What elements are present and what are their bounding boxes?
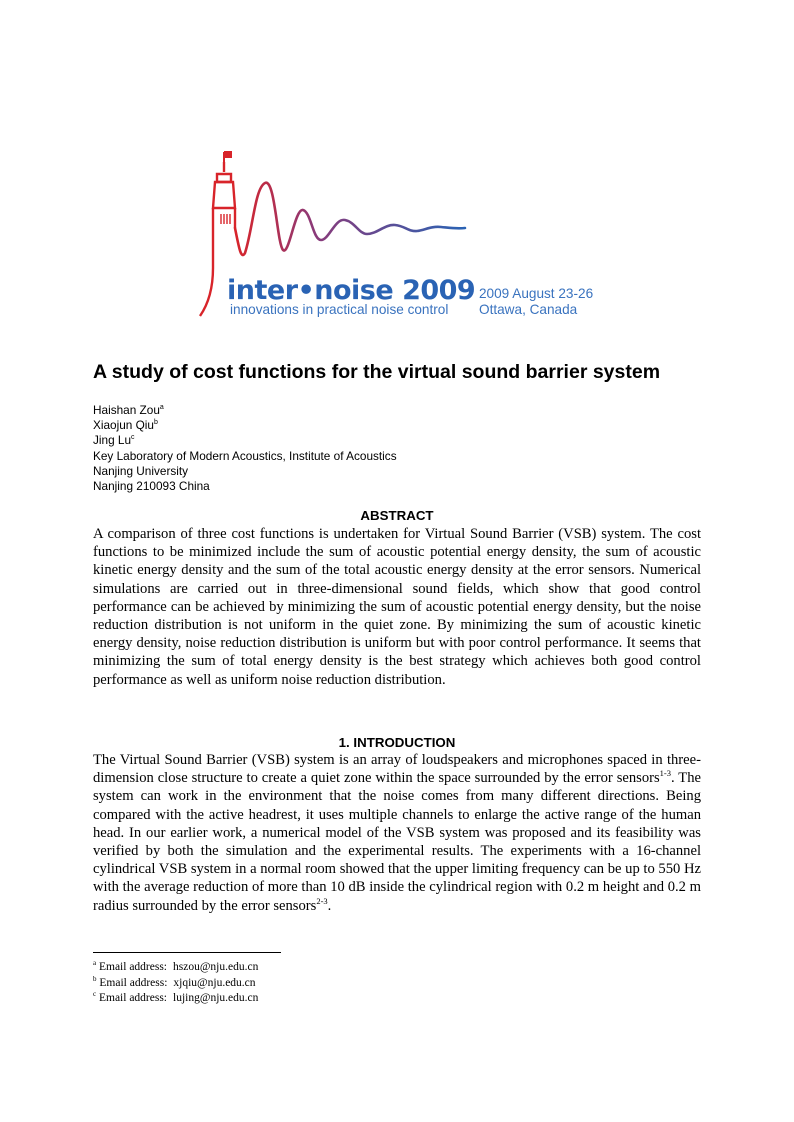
author-block xyxy=(93,403,397,494)
email-link[interactable]: xjqiu@nju.edu.cn xyxy=(173,976,256,989)
citation: 1-3 xyxy=(659,768,672,779)
conference-location: Ottawa, Canada xyxy=(479,302,578,317)
author-mark: b xyxy=(154,419,158,427)
author-line xyxy=(93,418,397,433)
conference-name: inter•noise 2009 xyxy=(227,275,476,306)
footnote-mark: a xyxy=(93,959,97,967)
introduction-text xyxy=(93,751,701,915)
footnote xyxy=(93,960,258,976)
author-mark: a xyxy=(159,404,164,411)
author-name: Jing Lu xyxy=(93,433,132,448)
citation: 2-3 xyxy=(316,895,328,906)
author-line xyxy=(93,403,397,418)
author-name: Xiaojun Qiu xyxy=(93,418,154,433)
intro-text-part: . xyxy=(327,897,332,914)
conference-date: 2009 August 23-26 xyxy=(479,286,594,301)
footnote-mark: c xyxy=(93,990,97,998)
conference-tagline: innovations in practical noise control xyxy=(230,302,449,317)
footnote xyxy=(93,991,258,1007)
intro-text-part: The Virtual Sound Barrier (VSB) system is an array of loudspeakers and microphones spaced in three-dimension close structure to create a quiet zone within the space surrounded by the error sensors xyxy=(93,752,701,787)
email-link[interactable]: hszou@nju.edu.cn xyxy=(173,961,259,973)
abstract-text: A comparison of three cost functions is undertaken for Virtual Sound Barrier (VSB) system. The cost functions to be minimized include the sum of acoustic potential energy density, the sum of acoustic kinetic energy density and the sum of the total acoustic energy density at the error sensors. Numerical simulations are carried out in three-dimensional sound fields, which show that good control performance can be achieved by minimizing the sum of acoustic potential energy density, but the noise reduction distribution is not uniform in the quiet zone. By minimizing the sum of acoustic kinetic energy density, noise reduction distribution is uniform but with poor control performance. It seems that minimizing the sum of total energy density is the best strategy which achieves both good control performance as well as uniform noise reduction distribution. xyxy=(93,526,701,688)
paper-title: A study of cost functions for the virtual sound barrier system xyxy=(93,361,661,383)
footnote-mark: b xyxy=(93,974,97,983)
intro-text-part: . The system can work in the environment that the noise comes from many different directions. Being compared with the active headrest, it uses multiple channels to enlarge the active range of the human head. In our earlier work, a numerical model of the VSB system was proposed and its feasibility was verified by both the simulation and the experimental results. The experiments with a 16-channel cylindrical VSB system in a normal room showed that the upper limiting frequency can be up to 550 Hz with the average reduction of more than 10 dB inside the cylindrical region with 0.2 m height and 0.2 m radius surrounded by the error sensors xyxy=(93,770,701,914)
introduction-heading: 1. INTRODUCTION xyxy=(338,735,456,750)
author-name: Haishan Zou xyxy=(93,403,160,417)
footnote xyxy=(93,976,258,992)
footnote-label: Email address: xyxy=(99,976,168,989)
affiliation-line: Nanjing University xyxy=(93,463,189,478)
footnote-label: Email address: xyxy=(98,992,168,1004)
footnote-label: Email address: xyxy=(98,961,168,973)
conference-logo xyxy=(195,148,615,323)
author-mark: c xyxy=(131,434,135,442)
abstract-heading: ABSTRACT xyxy=(360,508,434,523)
email-link[interactable]: lujing@nju.edu.cn xyxy=(173,992,259,1004)
author-line xyxy=(93,433,397,448)
footnotes xyxy=(93,960,258,1007)
affiliation-line: Nanjing 210093 China xyxy=(93,479,210,494)
footnote-divider xyxy=(93,952,281,953)
affiliation-line: Key Laboratory of Modern Acoustics, Institute of Acoustics xyxy=(93,448,397,463)
